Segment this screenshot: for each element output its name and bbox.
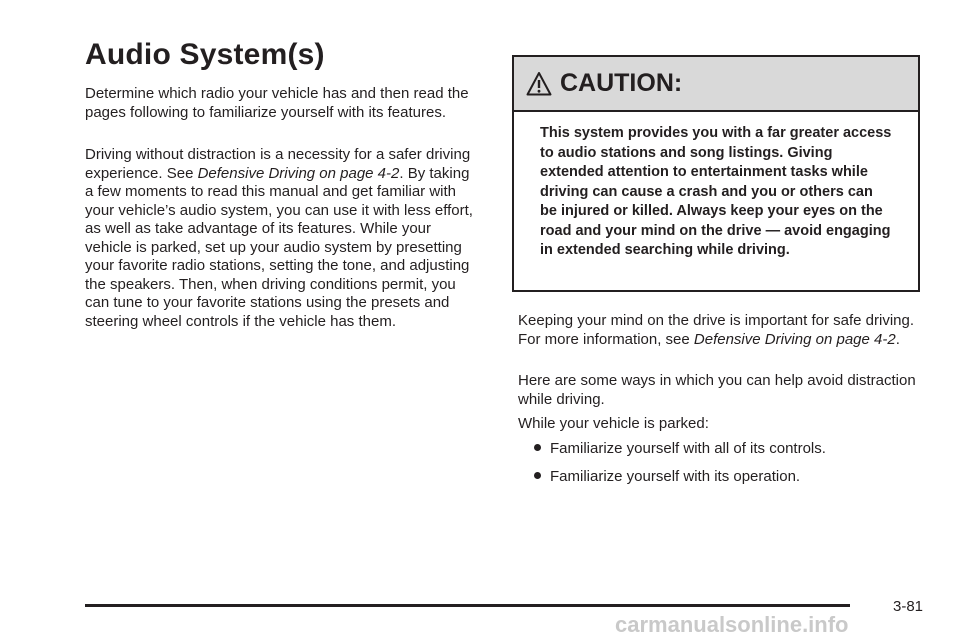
- caution-heading: CAUTION:: [560, 69, 683, 97]
- distraction-text-post: . By taking a few moments to read this manual and get familiar with your vehicle’s audio system, you can use it with less effort, as well as take advantage of its features. While your vehicle is parked, set up your audio system by presetting your favorite radio stations, setting the tone, and adjusting the speakers. Then, when driving conditions permit, you can tune to your favorite stations using the presets and steering wheel controls if the vehicle has them.: [85, 164, 473, 330]
- safe-driving-text-post: .: [895, 330, 900, 348]
- defensive-driving-reference[interactable]: Defensive Driving on page 4-2: [197, 164, 400, 182]
- watermark: carmanualsonline.info: [615, 612, 849, 637]
- page-title: Audio System(s): [85, 38, 325, 71]
- caution-header: [514, 57, 918, 112]
- list-item-text: Familiarize yourself with all of its controls.: [550, 440, 826, 457]
- avoid-distraction-paragraph: Here are some ways in which you can help avoid distraction while driving.: [518, 372, 916, 408]
- page-number: 3-81: [893, 598, 924, 615]
- bullet-icon: [534, 444, 541, 451]
- parked-tips-list: [534, 440, 924, 495]
- defensive-driving-reference-2[interactable]: Defensive Driving on page 4-2: [693, 330, 896, 348]
- caution-box: [512, 55, 920, 292]
- bullet-icon: [534, 472, 541, 479]
- warning-triangle-icon: [526, 71, 552, 97]
- distraction-paragraph: [85, 146, 480, 331]
- caution-text: This system provides you with a far greater access to audio stations and song listings. Giving extended attention to entertainment tasks while driving can cause a crash and you or others can be injured or killed. Always keep your eyes on the road and your mind on the drive — avoid engaging in extended searching while driving.: [540, 125, 892, 258]
- distraction-text-pre: Driving without distraction is a necessity for a safer driving experience. See: [85, 146, 471, 182]
- intro-paragraph: Determine which radio your vehicle has and then read the pages following to familiarize yourself with its features.: [85, 85, 469, 121]
- parked-paragraph: While your vehicle is parked:: [518, 415, 709, 432]
- list-item-text: Familiarize yourself with its operation.: [550, 467, 801, 485]
- list-item: [534, 468, 924, 487]
- safe-driving-paragraph: [518, 312, 924, 349]
- list-item: [534, 440, 924, 459]
- safe-driving-text-pre: Keeping your mind on the drive is important for safe driving. For more information, see: [518, 312, 915, 348]
- footer-rule: [85, 604, 850, 607]
